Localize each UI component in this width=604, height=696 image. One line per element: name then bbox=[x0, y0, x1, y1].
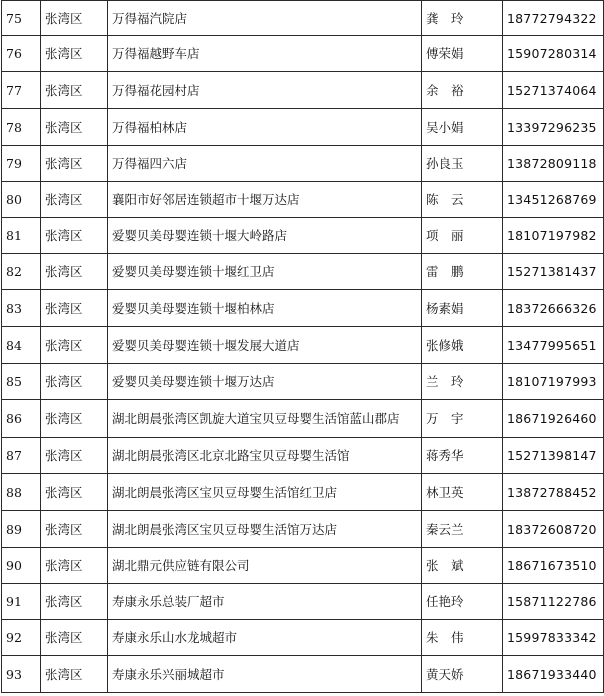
row-number: 75 bbox=[2, 1, 41, 36]
row-contact-person: 张修娥 bbox=[422, 327, 503, 364]
table-row bbox=[2, 400, 604, 438]
row-store-name: 爱婴贝美母婴连锁十堰发展大道店 bbox=[108, 327, 422, 364]
row-district: 张湾区 bbox=[41, 584, 108, 620]
row-phone: 18671933440 bbox=[503, 656, 604, 693]
table-row bbox=[2, 620, 604, 656]
row-contact-person: 秦云兰 bbox=[422, 511, 503, 548]
row-contact-person: 黄天娇 bbox=[422, 656, 503, 693]
row-contact-person: 蒋秀华 bbox=[422, 438, 503, 474]
row-store-name: 万得福四六店 bbox=[108, 146, 422, 182]
row-store-name: 寿康永乐兴丽城超市 bbox=[108, 656, 422, 693]
row-store-name: 湖北朗晨张湾区凯旋大道宝贝豆母婴生活馆蓝山郡店 bbox=[108, 400, 422, 438]
row-number: 88 bbox=[2, 474, 41, 511]
table-row bbox=[2, 109, 604, 146]
row-number: 77 bbox=[2, 72, 41, 109]
table-row bbox=[2, 254, 604, 290]
row-contact-person: 兰 玲 bbox=[422, 364, 503, 400]
row-phone: 18671926460 bbox=[503, 400, 604, 438]
table-row bbox=[2, 218, 604, 254]
row-contact-person: 傅荣娟 bbox=[422, 36, 503, 72]
row-number: 78 bbox=[2, 109, 41, 146]
table-row bbox=[2, 438, 604, 474]
row-district: 张湾区 bbox=[41, 1, 108, 36]
row-store-name: 万得福柏林店 bbox=[108, 109, 422, 146]
row-store-name: 湖北鼎元供应链有限公司 bbox=[108, 548, 422, 584]
row-district: 张湾区 bbox=[41, 290, 108, 327]
row-store-name: 万得福花园村店 bbox=[108, 72, 422, 109]
row-contact-person: 林卫英 bbox=[422, 474, 503, 511]
row-store-name: 爱婴贝美母婴连锁十堰柏林店 bbox=[108, 290, 422, 327]
row-contact-person: 朱 伟 bbox=[422, 620, 503, 656]
row-phone: 18772794322 bbox=[503, 1, 604, 36]
table-row bbox=[2, 72, 604, 109]
row-store-name: 寿康永乐山水龙城超市 bbox=[108, 620, 422, 656]
row-phone: 18372608720 bbox=[503, 511, 604, 548]
row-number: 92 bbox=[2, 620, 41, 656]
table-row bbox=[2, 584, 604, 620]
table-row bbox=[2, 290, 604, 327]
table-row bbox=[2, 146, 604, 182]
row-number: 81 bbox=[2, 218, 41, 254]
table-row bbox=[2, 364, 604, 400]
row-phone: 13451268769 bbox=[503, 182, 604, 218]
row-contact-person: 雷 鹏 bbox=[422, 254, 503, 290]
row-contact-person: 张 斌 bbox=[422, 548, 503, 584]
row-number: 91 bbox=[2, 584, 41, 620]
row-store-name: 万得福汽院店 bbox=[108, 1, 422, 36]
row-contact-person: 龚 玲 bbox=[422, 1, 503, 36]
row-contact-person: 杨素娟 bbox=[422, 290, 503, 327]
row-contact-person: 陈 云 bbox=[422, 182, 503, 218]
row-number: 76 bbox=[2, 36, 41, 72]
row-district: 张湾区 bbox=[41, 218, 108, 254]
row-contact-person: 孙良玉 bbox=[422, 146, 503, 182]
row-phone: 15271398147 bbox=[503, 438, 604, 474]
row-contact-person: 吴小娟 bbox=[422, 109, 503, 146]
row-district: 张湾区 bbox=[41, 511, 108, 548]
row-district: 张湾区 bbox=[41, 620, 108, 656]
row-number: 89 bbox=[2, 511, 41, 548]
row-number: 85 bbox=[2, 364, 41, 400]
row-phone: 13872809118 bbox=[503, 146, 604, 182]
row-store-name: 爱婴贝美母婴连锁十堰大岭路店 bbox=[108, 218, 422, 254]
row-district: 张湾区 bbox=[41, 36, 108, 72]
row-store-name: 湖北朗晨张湾区北京北路宝贝豆母婴生活馆 bbox=[108, 438, 422, 474]
row-number: 87 bbox=[2, 438, 41, 474]
row-phone: 15871122786 bbox=[503, 584, 604, 620]
row-number: 86 bbox=[2, 400, 41, 438]
row-district: 张湾区 bbox=[41, 182, 108, 218]
row-phone: 13872788452 bbox=[503, 474, 604, 511]
row-phone: 15271381437 bbox=[503, 254, 604, 290]
table-row bbox=[2, 36, 604, 72]
row-number: 80 bbox=[2, 182, 41, 218]
row-phone: 18372666326 bbox=[503, 290, 604, 327]
row-phone: 15271374064 bbox=[503, 72, 604, 109]
row-phone: 13397296235 bbox=[503, 109, 604, 146]
row-store-name: 湖北朗晨张湾区宝贝豆母婴生活馆红卫店 bbox=[108, 474, 422, 511]
store-table bbox=[1, 0, 604, 693]
row-contact-person: 项 丽 bbox=[422, 218, 503, 254]
row-district: 张湾区 bbox=[41, 400, 108, 438]
row-district: 张湾区 bbox=[41, 72, 108, 109]
row-district: 张湾区 bbox=[41, 109, 108, 146]
row-district: 张湾区 bbox=[41, 474, 108, 511]
table-row bbox=[2, 474, 604, 511]
row-district: 张湾区 bbox=[41, 254, 108, 290]
row-district: 张湾区 bbox=[41, 364, 108, 400]
row-number: 84 bbox=[2, 327, 41, 364]
row-district: 张湾区 bbox=[41, 146, 108, 182]
table-row bbox=[2, 1, 604, 36]
row-district: 张湾区 bbox=[41, 438, 108, 474]
row-store-name: 湖北朗晨张湾区宝贝豆母婴生活馆万达店 bbox=[108, 511, 422, 548]
row-number: 90 bbox=[2, 548, 41, 584]
row-store-name: 爱婴贝美母婴连锁十堰万达店 bbox=[108, 364, 422, 400]
row-district: 张湾区 bbox=[41, 548, 108, 584]
row-district: 张湾区 bbox=[41, 327, 108, 364]
table-row bbox=[2, 656, 604, 693]
table-row bbox=[2, 182, 604, 218]
table-row bbox=[2, 327, 604, 364]
row-phone: 15997833342 bbox=[503, 620, 604, 656]
row-phone: 18107197993 bbox=[503, 364, 604, 400]
row-phone: 15907280314 bbox=[503, 36, 604, 72]
row-phone: 13477995651 bbox=[503, 327, 604, 364]
store-table-body bbox=[2, 1, 604, 693]
row-contact-person: 任艳玲 bbox=[422, 584, 503, 620]
row-number: 82 bbox=[2, 254, 41, 290]
row-contact-person: 余 裕 bbox=[422, 72, 503, 109]
row-store-name: 寿康永乐总装厂超市 bbox=[108, 584, 422, 620]
row-number: 83 bbox=[2, 290, 41, 327]
table-row bbox=[2, 548, 604, 584]
table-row bbox=[2, 511, 604, 548]
row-store-name: 爱婴贝美母婴连锁十堰红卫店 bbox=[108, 254, 422, 290]
row-store-name: 襄阳市好邻居连锁超市十堰万达店 bbox=[108, 182, 422, 218]
row-phone: 18107197982 bbox=[503, 218, 604, 254]
row-number: 93 bbox=[2, 656, 41, 693]
row-phone: 18671673510 bbox=[503, 548, 604, 584]
row-contact-person: 万 宇 bbox=[422, 400, 503, 438]
row-store-name: 万得福越野车店 bbox=[108, 36, 422, 72]
row-number: 79 bbox=[2, 146, 41, 182]
row-district: 张湾区 bbox=[41, 656, 108, 693]
